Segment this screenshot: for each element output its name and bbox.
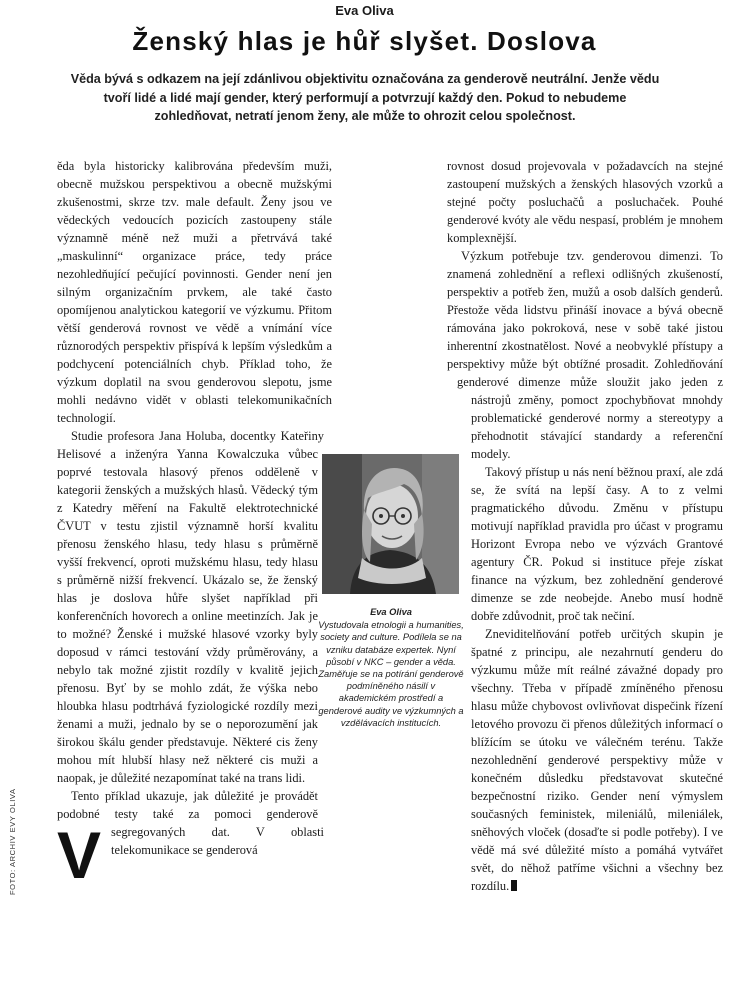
portrait-illustration xyxy=(322,454,459,594)
caption-name: Eva Oliva xyxy=(370,607,412,617)
right-paragraph-2: Výzkum potřebuje tzv. genderovou dimenzi. To znamená zohlednění a reflexi odlišných zkušeností, perspektiv a potřeb žen, mužů a osob dalších genderů. Přestože věda lidstvu přináší inovace a bývá obecně rámována jako pokroková, nese v sobě také jistou inherentní zkostnatělost. Nové a neobvyklé přístupy a perspektivy může být obtížné prosadit. Zohledňování genderové dimenze může sloužit jako jeden z nástrojů změny, pomoct zpochybňovat mnohdy problematické genderové normy a stereotypy a přehodnotit stávající standardy a referenční modely. xyxy=(447,249,723,461)
photo-caption xyxy=(318,606,464,729)
right-paragraph-4-text: Zneviditelňování potřeb určitých skupin je špatné z principu, ale nezahrnutí genderu do výzkumu může mít reálné závažné dopady pro všechny. Třeba v případě zmíněného přenosu hlasu může chybovost ovlivňovat dispečink řízení letového provozu či přenos důležitých informací o blížícím se útoku ve válečném terénu. Takže nezohlednění genderové perspektivy může v konečném důsledku představovat skutečné bezpečnostní riziko. Gender není výmyslem současných feministek, mileniálů, mileniálek, sněhových vloček (dosaďte si podle potřeby). I ve vědě má své důležité místo a pomáhá vytvářet svět, do něhož patříme všichni a všechny bez rozdílu. xyxy=(471,627,723,893)
left-paragraph-1: ěda byla historicky kalibrována především muži, obecně mužskou perspektivou a obecně mužskými zkušenostmi, skrze tzv. male default. Ženy jsou ve vědeckých vedoucích pozicích zastoupeny stále významně méně než muži a přetrvává také „maskulinní“ organizace práce, tedy práce nezohledňující pečující povinnosti. Gender není jen silným organizačním prvkem, ale také často opomíjenou analytickou kategorií ve výzkumu. Přitom větší genderová rovnost ve vědě a vnímání více různorodých perspektiv přispívá k lepším výsledkům a podchycení potenciálních chyb. Příklad toho, že výzkum doplatil na svou genderovou slepotu, jsme mohli nedávno vidět v oblasti telekomunikačních technologií. xyxy=(57,159,332,425)
right-paragraph-3: Takový přístup u nás není běžnou praxí, ale zdá se, že svítá na lepší časy. A to z velmi pragmatického důvodu. Změnu v přístupu motivují například pravidla pro účast v programu Horizont Evropa nebo ve výzvách Grantové agentury ČR. Pokud si instituce přeje získat finance na výzkum, bez zohlednění genderové dimenze se zde neobejde. Anebo musí hodně dobře zdůvodnit, proč tak nečiní. xyxy=(471,465,723,623)
photo-credit: FOTO: ARCHIV EVY OLIVA xyxy=(8,788,17,895)
right-paragraph-4 xyxy=(447,625,723,895)
drop-cap: V xyxy=(57,818,102,892)
author-portrait-photo xyxy=(322,454,459,594)
right-paragraph-1: rovnost dosud projevovala v požadavcích na stejné zastoupení mužských a ženských hlasových vzorků a stejné počty posluchačů a posluchaček. Pouhé genderové kvóty ale vědu nespasí, problém je mnohem komplexnější. xyxy=(447,159,723,245)
caption-text: Vystudovala etnologii a humanities, society and culture. Podílela se na vzniku databáze expertek. Nyní působí v NKC – gender a věda. Zaměřuje se na potírání genderově podmíněného násilí v akademickém prostředí a genderové audity ve výzkumných a vzdělávacích institucích. xyxy=(318,620,464,728)
left-paragraph-2: Studie profesora Jana Holuba, docentky Kateřiny Helisové a inženýra Yanna Kowalczuka vůbec poprvé testovala hlasový přenos odděleně v kategorii ženských a mužských hlasů. Vědecký tým z Katedry měření na Fakultě elektrotechnické ČVUT v testu zjistil významně horší kvalitu přenosu ženského hlasu, tedy hlasu s průměrně vyšší frekvencí, oproti mužskému hlasu, tedy hlasu s průměrně nižší frekvencí. Ukázalo se, že ženský hlas je doslova hůře slyšet například při konferenčních hovorech a online meetinzích. Jak je to možné? Ženské i mužské hlasové vzorky byly doposud v rámci testování vždy průměrovány, a nebylo tak možné zjistit rozdíly v kvalitě jejich přenosu. Byť by se mohlo zdát, že výška nebo hloubka hlasu podtrhává fyziologické rozdíly mezi ženami a muži, jednalo by se o neporozumění jak širokou škálu gender představuje. Některé cis ženy mohou mít hlubší hlasy než některé cis muži a naopak, je důležité nezapomínat také na trans lidi. xyxy=(57,429,324,785)
article-column-right xyxy=(447,157,723,1003)
end-of-article-mark xyxy=(511,880,517,891)
lede-paragraph: Věda bývá s odkazem na její zdánlivou objektivitu označována za genderově neutrální. Jenže vědu tvoří lidé a lidé mají gender, který performují a potvrzují každý den. Pokud to nebudeme zohledňovat, netratí jenom ženy, ale může to ohrozit celou společnost. xyxy=(70,72,660,123)
headline: Ženský hlas je hůř slyšet. Doslova xyxy=(132,26,597,56)
author-name: Eva Oliva xyxy=(335,3,394,18)
article-column-left xyxy=(57,157,332,892)
left-paragraph-3: Tento příklad ukazuje, jak důležité je provádět podobné testy také za pomoci genderově segregovaných dat. V oblasti telekomunikace se genderová xyxy=(57,789,324,857)
